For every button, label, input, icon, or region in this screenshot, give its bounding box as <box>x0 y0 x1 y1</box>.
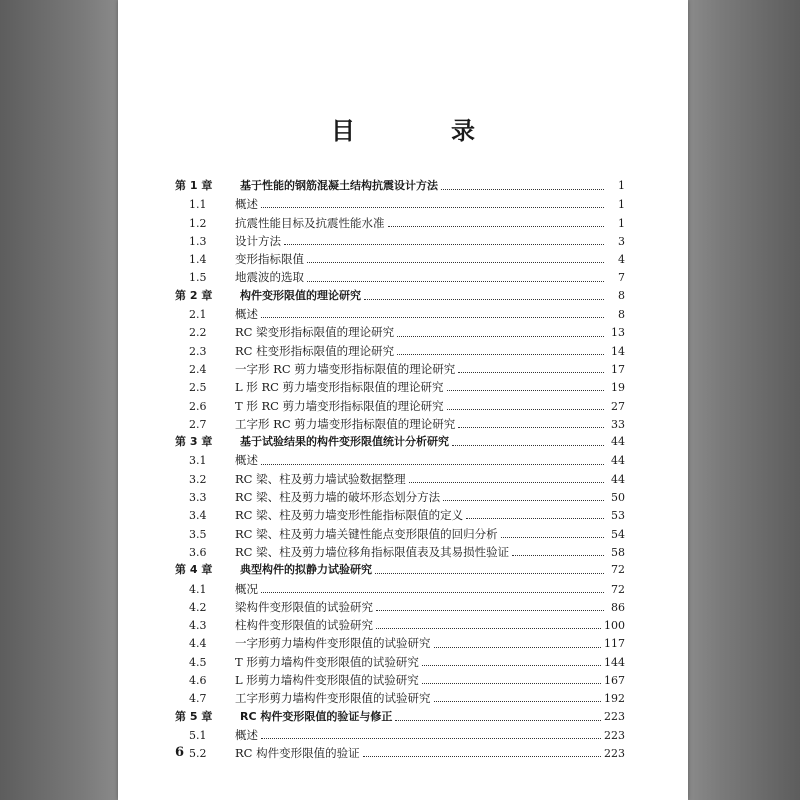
dot-leader <box>443 491 604 501</box>
toc-entry-title: RC 柱变形指标限值的理论研究 <box>235 343 395 358</box>
toc-section-entry[interactable] <box>175 342 625 360</box>
toc-entry-title: RC 梁、柱及剪力墙的破坏形态划分方法 <box>235 490 441 505</box>
dot-leader <box>458 418 604 428</box>
dot-leader <box>512 546 604 556</box>
toc-section-entry[interactable] <box>175 305 625 323</box>
toc-entry-number: 1.3 <box>189 234 207 248</box>
dot-leader <box>447 381 604 391</box>
toc-entry-title: RC 构件变形限值的验证与修正 <box>240 709 393 723</box>
toc-entry-number: 2.2 <box>189 326 207 340</box>
toc-entry-title: RC 构件变形限值的验证 <box>235 746 360 761</box>
toc-entry-page: 3 <box>618 234 625 248</box>
dot-leader <box>409 473 604 483</box>
toc-entry-title: 变形指标限值 <box>235 252 304 267</box>
toc-section-entry[interactable] <box>175 250 625 268</box>
toc-section-entry[interactable] <box>175 378 625 396</box>
dot-leader <box>397 345 604 355</box>
toc-section-entry[interactable] <box>175 689 625 707</box>
toc-entry-title: RC 梁、柱及剪力墙位移角指标限值表及其易损性验证 <box>235 544 510 559</box>
dot-leader <box>395 711 601 721</box>
toc-entry-page: 14 <box>611 344 625 358</box>
left-background <box>0 0 118 800</box>
toc-chapter-entry[interactable] <box>175 177 625 195</box>
toc-section-entry[interactable] <box>175 598 625 616</box>
toc-entry-number: 4.5 <box>189 655 207 669</box>
toc-entry-page: 223 <box>604 728 625 742</box>
dot-leader <box>376 619 601 629</box>
toc-entry-number: 第 3 章 <box>175 435 213 449</box>
toc-entry-title: 一字形剪力墙构件变形限值的试验研究 <box>235 636 431 651</box>
toc-section-entry[interactable] <box>175 470 625 488</box>
toc-entry-number: 2.5 <box>189 381 207 395</box>
toc-chapter-entry[interactable] <box>175 708 625 726</box>
toc-entry-title: 基于试验结果的构件变形限值统计分析研究 <box>240 435 449 449</box>
toc-entry-number: 3.6 <box>189 545 207 559</box>
toc-entry-number: 第 1 章 <box>175 179 213 192</box>
toc-entry-title: 设计方法 <box>235 233 281 248</box>
toc-entry-page: 72 <box>611 582 625 596</box>
toc-section-entry[interactable] <box>175 653 625 671</box>
toc-entry-page: 86 <box>611 600 625 614</box>
toc-entry-number: 4.3 <box>189 619 207 633</box>
toc-entry-number: 1.4 <box>189 253 207 267</box>
toc-entry-page: 7 <box>618 271 625 285</box>
toc-entry-title: 概述 <box>235 727 258 742</box>
toc-entry-page: 4 <box>618 253 625 267</box>
toc-entry-title: 概述 <box>235 197 258 212</box>
dot-leader <box>261 455 604 465</box>
table-of-contents <box>175 177 625 763</box>
dot-leader <box>363 747 601 757</box>
toc-entry-title: L 形 RC 剪力墙变形指标限值的理论研究 <box>235 380 444 395</box>
toc-entry-page: 100 <box>604 619 625 633</box>
dot-leader <box>452 436 604 446</box>
toc-entry-number: 4.6 <box>189 674 207 688</box>
toc-entry-title: 工字形剪力墙构件变形限值的试验研究 <box>235 691 431 706</box>
toc-section-entry[interactable] <box>175 268 625 286</box>
toc-section-entry[interactable] <box>175 195 625 213</box>
toc-entry-number: 2.7 <box>189 417 207 431</box>
toc-section-entry[interactable] <box>175 323 625 341</box>
toc-entry-number: 2.1 <box>189 308 207 322</box>
toc-entry-title: 梁构件变形限值的试验研究 <box>235 599 373 614</box>
toc-entry-number: 1.5 <box>189 271 207 285</box>
toc-entry-title: RC 梁、柱及剪力墙关键性能点变形限值的回归分析 <box>235 526 498 541</box>
dot-leader <box>261 308 604 318</box>
toc-entry-page: 13 <box>611 326 625 340</box>
toc-entry-page: 167 <box>604 674 625 688</box>
toc-entry-page: 1 <box>618 216 625 230</box>
toc-section-entry[interactable] <box>175 214 625 232</box>
dot-leader <box>284 235 604 245</box>
page-title: 目 录 <box>331 117 511 145</box>
toc-entry-page: 33 <box>611 417 625 431</box>
toc-entry-page: 53 <box>611 509 625 523</box>
toc-entry-title: 典型构件的拟静力试验研究 <box>240 563 372 577</box>
dot-leader <box>261 198 604 208</box>
toc-entry-title: 工字形 RC 剪力墙变形指标限值的理论研究 <box>235 416 456 431</box>
dot-leader <box>364 290 604 300</box>
dot-leader <box>261 729 601 739</box>
toc-entry-page: 17 <box>611 362 625 376</box>
toc-entry-number: 2.3 <box>189 344 207 358</box>
dot-leader <box>501 528 604 538</box>
dot-leader <box>261 583 604 593</box>
toc-entry-title: 基于性能的钢筋混凝土结构抗震设计方法 <box>240 179 438 192</box>
document-page <box>118 0 688 800</box>
toc-entry-number: 4.1 <box>189 582 207 596</box>
toc-entry-page: 44 <box>611 454 625 468</box>
toc-entry-page: 27 <box>611 399 625 413</box>
toc-entry-title: 地震波的选取 <box>235 270 304 285</box>
toc-entry-number: 2.6 <box>189 399 207 413</box>
toc-entry-page: 44 <box>611 435 625 449</box>
dot-leader <box>458 363 604 373</box>
page-number: 6 <box>175 745 185 760</box>
dot-leader <box>447 400 604 410</box>
toc-section-entry[interactable] <box>175 415 625 433</box>
toc-entry-page: 54 <box>611 527 625 541</box>
toc-entry-title: RC 梁变形指标限值的理论研究 <box>235 325 395 340</box>
toc-entry-number: 第 5 章 <box>175 709 213 723</box>
toc-entry-number: 3.5 <box>189 527 207 541</box>
toc-entry-number: 5.1 <box>189 728 207 742</box>
toc-entry-number: 5.2 <box>189 747 207 761</box>
toc-entry-page: 1 <box>618 198 625 212</box>
toc-entry-title: T 形剪力墙构件变形限值的试验研究 <box>235 654 419 669</box>
dot-leader <box>397 327 604 337</box>
dot-leader <box>466 509 604 519</box>
toc-entry-page: 50 <box>611 491 625 505</box>
toc-entry-title: 构件变形限值的理论研究 <box>240 288 361 302</box>
right-background <box>688 0 800 800</box>
dot-leader <box>307 272 604 282</box>
toc-section-entry[interactable] <box>175 397 625 415</box>
toc-entry-page: 1 <box>618 179 625 192</box>
toc-entry-page: 8 <box>618 308 625 322</box>
toc-chapter-entry[interactable] <box>175 433 625 451</box>
dot-leader <box>441 180 604 190</box>
dot-leader <box>307 253 604 263</box>
toc-entry-page: 58 <box>611 545 625 559</box>
dot-leader <box>422 656 601 666</box>
toc-chapter-entry[interactable] <box>175 561 625 579</box>
dot-leader <box>376 601 604 611</box>
toc-section-entry[interactable] <box>175 726 625 744</box>
toc-entry-number: 4.2 <box>189 600 207 614</box>
toc-entry-page: 192 <box>604 692 625 706</box>
toc-section-entry[interactable] <box>175 671 625 689</box>
toc-entry-title: 概述 <box>235 453 258 468</box>
toc-entry-number: 4.7 <box>189 692 207 706</box>
dot-leader <box>388 217 605 227</box>
toc-chapter-entry[interactable] <box>175 287 625 305</box>
toc-section-entry[interactable] <box>175 451 625 469</box>
dot-leader <box>434 692 602 702</box>
toc-entry-number: 4.4 <box>189 637 207 651</box>
toc-entry-page: 223 <box>604 747 625 761</box>
toc-entry-number: 3.4 <box>189 509 207 523</box>
dot-leader <box>434 638 602 648</box>
toc-entry-page: 117 <box>604 637 625 651</box>
toc-entry-title: L 形剪力墙构件变形限值的试验研究 <box>235 673 419 688</box>
toc-entry-number: 3.2 <box>189 472 207 486</box>
toc-entry-page: 144 <box>604 655 625 669</box>
toc-entry-title: 一字形 RC 剪力墙变形指标限值的理论研究 <box>235 361 456 376</box>
dot-leader <box>422 674 601 684</box>
toc-entry-number: 第 2 章 <box>175 288 213 302</box>
toc-entry-title: 柱构件变形限值的试验研究 <box>235 618 373 633</box>
toc-section-entry[interactable] <box>175 616 625 634</box>
toc-entry-page: 72 <box>611 563 625 577</box>
toc-section-entry[interactable] <box>175 506 625 524</box>
toc-section-entry[interactable] <box>175 634 625 652</box>
toc-entry-title: RC 梁、柱及剪力墙变形性能指标限值的定义 <box>235 508 464 523</box>
dot-leader <box>375 564 604 574</box>
toc-entry-page: 19 <box>611 381 625 395</box>
toc-entry-number: 1.2 <box>189 216 207 230</box>
toc-section-entry[interactable] <box>175 360 625 378</box>
toc-section-entry[interactable] <box>175 543 625 561</box>
toc-entry-page: 44 <box>611 472 625 486</box>
toc-section-entry[interactable] <box>175 488 625 506</box>
toc-entry-number: 第 4 章 <box>175 563 213 577</box>
toc-entry-title: 概述 <box>235 307 258 322</box>
toc-entry-number: 3.1 <box>189 454 207 468</box>
toc-entry-title: T 形 RC 剪力墙变形指标限值的理论研究 <box>235 398 444 413</box>
toc-entry-page: 8 <box>618 288 625 302</box>
toc-section-entry[interactable] <box>175 232 625 250</box>
toc-entry-title: RC 梁、柱及剪力墙试验数据整理 <box>235 471 406 486</box>
toc-entry-page: 223 <box>604 709 625 723</box>
toc-section-entry[interactable] <box>175 744 625 762</box>
toc-entry-title: 抗震性能目标及抗震性能水准 <box>235 215 385 230</box>
toc-section-entry[interactable] <box>175 525 625 543</box>
toc-entry-number: 1.1 <box>189 198 207 212</box>
toc-entry-title: 概况 <box>235 581 258 596</box>
toc-entry-number: 3.3 <box>189 491 207 505</box>
toc-section-entry[interactable] <box>175 580 625 598</box>
toc-entry-number: 2.4 <box>189 362 207 376</box>
